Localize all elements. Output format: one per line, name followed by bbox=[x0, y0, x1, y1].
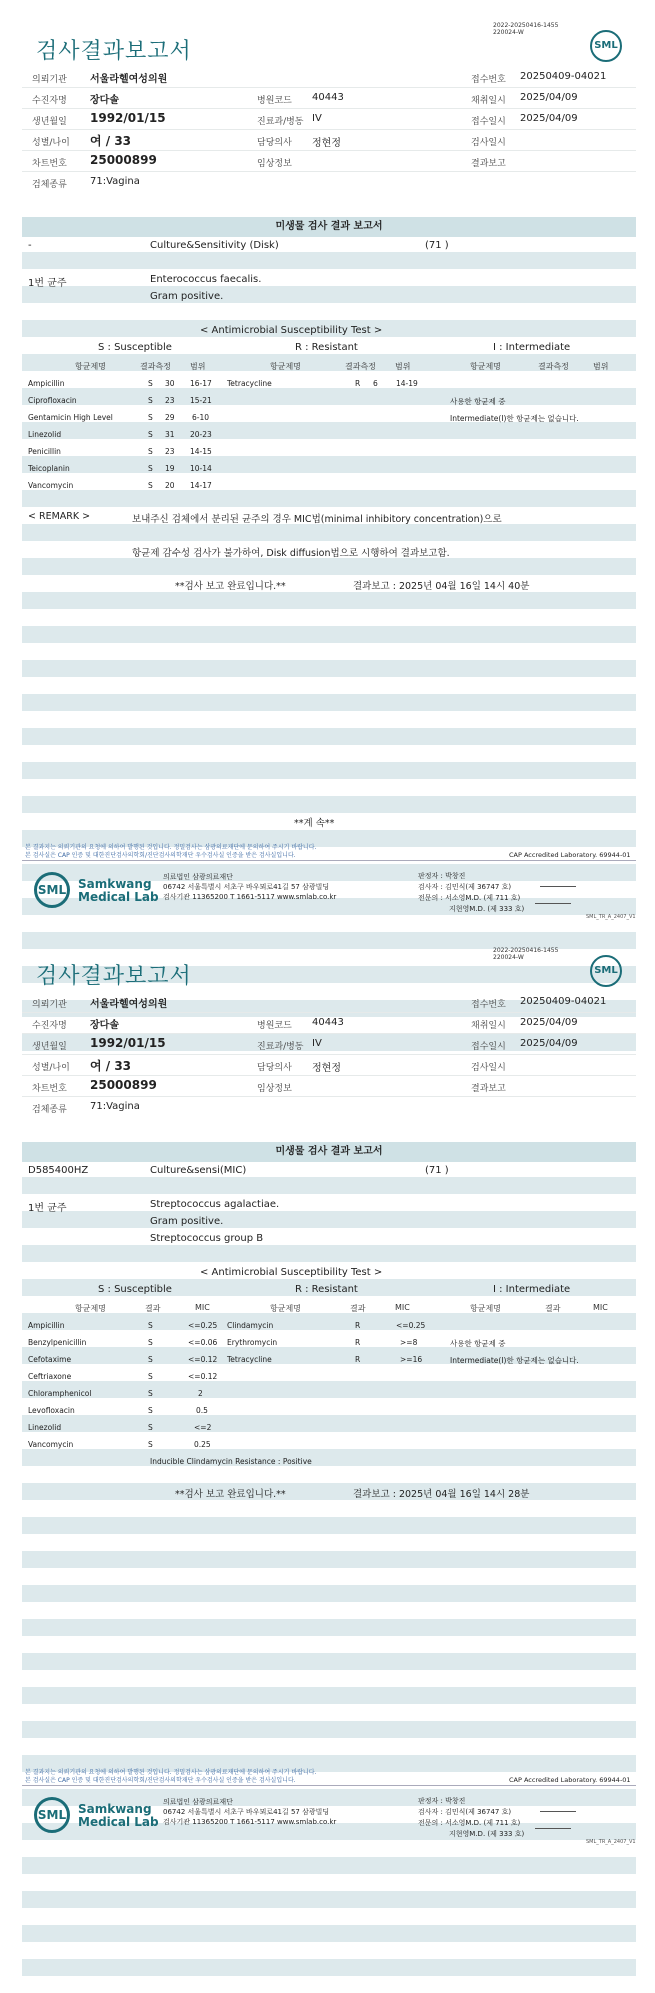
drug-mic: <=0.12 bbox=[188, 1372, 218, 1381]
label-sex-age: 성별/나이 bbox=[32, 138, 70, 148]
label-doctor: 담당의사 bbox=[257, 138, 292, 148]
label-dept: 진료과/병동 bbox=[257, 117, 304, 127]
drug-result: R bbox=[355, 1338, 361, 1347]
col-result: 결과 bbox=[145, 1304, 161, 1313]
ast-note: 사용한 항균제 중 bbox=[450, 397, 506, 406]
drug-name: Gentamicin High Level bbox=[28, 413, 113, 422]
report-page-2 bbox=[0, 925, 655, 1850]
drug-value: 31 bbox=[165, 430, 175, 439]
label-doctor: 담당의사 bbox=[257, 1063, 292, 1073]
label-collect: 채취일시 bbox=[471, 1021, 506, 1031]
drug-mic: 0.25 bbox=[194, 1440, 211, 1449]
header-row-4 bbox=[22, 1055, 636, 1076]
drug-mic: <=0.25 bbox=[188, 1321, 218, 1330]
test-code: (71 ) bbox=[425, 240, 449, 251]
value-name: 장다솔 bbox=[90, 1020, 119, 1031]
legend-intermediate: I : Intermediate bbox=[493, 342, 571, 353]
label-sex-age: 성별/나이 bbox=[32, 1063, 70, 1073]
organism-name: Enterococcus faecalis. bbox=[150, 274, 262, 285]
drug-name: Ampicillin bbox=[28, 379, 65, 388]
value-hosp-code: 40443 bbox=[312, 1017, 344, 1028]
value-collect: 2025/04/09 bbox=[520, 1017, 578, 1028]
value-dept: IV bbox=[312, 1038, 322, 1049]
value-specimen: 71:Vagina bbox=[90, 1101, 140, 1112]
label-test-date: 검사일시 bbox=[471, 138, 506, 148]
drug-result: S bbox=[148, 413, 153, 422]
signatories: 판정자 : 박창진 검사자 : 김민식(제 36747 호) 전문의 : 서소영M.D. (제 711 호) 지현영M.D. (제 333 호) bbox=[418, 1797, 525, 1838]
drug-result: S bbox=[148, 1321, 153, 1330]
value-specimen: 71:Vagina bbox=[90, 176, 140, 187]
col-drug: 항균제명 bbox=[470, 1304, 501, 1313]
cap-accreditation: CAP Accredited Laboratory. 69944-01 bbox=[509, 851, 631, 859]
test-code: (71 ) bbox=[425, 1165, 449, 1176]
col-result: 결과측정 bbox=[345, 362, 376, 371]
label-report: 결과보고 bbox=[471, 1084, 506, 1094]
label-receipt-date: 접수일시 bbox=[471, 117, 506, 127]
label-specimen: 검체종류 bbox=[32, 1105, 67, 1115]
signatories: 판정자 : 박창진 검사자 : 김민식(제 36747 호) 전문의 : 서소영M.D. (제 711 호) 지현영M.D. (제 333 호) bbox=[418, 872, 525, 913]
header-row-3 bbox=[22, 1034, 636, 1055]
drug-range: 10-14 bbox=[190, 464, 212, 473]
form-version: SML_TR_A_2407_V1 bbox=[586, 914, 636, 920]
header-row-3 bbox=[22, 109, 636, 130]
label-chart: 차트번호 bbox=[32, 159, 67, 169]
col-drug: 항균제명 bbox=[75, 362, 106, 371]
ast-title: < Antimicrobial Susceptibility Test > bbox=[200, 325, 383, 336]
drug-name: Erythromycin bbox=[227, 1338, 278, 1347]
drug-name: Ceftriaxone bbox=[28, 1372, 72, 1381]
footer-note: 본 결과지는 의뢰기관의 요청에 의하여 발행된 것입니다. 정밀검사는 삼광의료재단에 문의하여 주시기 바랍니다. bbox=[25, 844, 317, 851]
label-name: 수진자명 bbox=[32, 1021, 67, 1031]
label-hosp-code: 병원코드 bbox=[257, 96, 292, 106]
legend-resistant: R : Resistant bbox=[295, 342, 358, 353]
signature bbox=[540, 1804, 576, 1812]
drug-mic: 2 bbox=[198, 1389, 203, 1398]
document-code: 2022-20250416-1455 220024-W bbox=[493, 947, 559, 961]
drug-range: 15-21 bbox=[190, 396, 212, 405]
col-mic: MIC bbox=[195, 1303, 210, 1312]
drug-result: R bbox=[355, 379, 361, 388]
drug-name: Teicoplanin bbox=[28, 464, 70, 473]
drug-result: S bbox=[148, 1440, 153, 1449]
drug-result: S bbox=[148, 447, 153, 456]
drug-result: S bbox=[148, 1406, 153, 1415]
drug-name: Levofloxacin bbox=[28, 1406, 75, 1415]
col-drug: 항균제명 bbox=[270, 362, 301, 371]
value-birth: 1992/01/15 bbox=[90, 1036, 166, 1050]
lab-address: 의료법인 삼광의료재단 06742 서울특별시 서초구 바우뫼로41길 57 삼광빌딩 검사기관 11365200 T 1661-5117 www.smlab.co.kr bbox=[163, 873, 337, 901]
gram-stain: Gram positive. bbox=[150, 291, 224, 302]
header-row-2 bbox=[22, 88, 636, 109]
cap-accreditation: CAP Accredited Laboratory. 69944-01 bbox=[509, 1776, 631, 1784]
section-title: 미생물 검사 결과 보고서 bbox=[22, 1142, 636, 1162]
drug-value: 30 bbox=[165, 379, 175, 388]
value-sex-age: 여 / 33 bbox=[90, 1059, 132, 1073]
drug-mic: >=8 bbox=[400, 1338, 418, 1347]
legend-resistant: R : Resistant bbox=[295, 1284, 358, 1295]
col-result: 결과 bbox=[350, 1304, 366, 1313]
sml-logo: SML bbox=[590, 955, 622, 987]
value-chart: 25000899 bbox=[90, 1078, 157, 1092]
drug-range: 20-23 bbox=[190, 430, 212, 439]
footer-divider bbox=[22, 860, 636, 861]
background-stripes bbox=[22, 1177, 636, 1993]
drug-result: S bbox=[148, 1372, 153, 1381]
col-drug: 항균제명 bbox=[470, 362, 501, 371]
value-hospital: 서울라헬여성의원 bbox=[90, 999, 168, 1010]
drug-name: Cefotaxime bbox=[28, 1355, 72, 1364]
test-method: Culture&sensi(MIC) bbox=[150, 1165, 247, 1176]
drug-value: 29 bbox=[165, 413, 175, 422]
footer-note: 본 결과지는 의뢰기관의 요청에 의하여 발행된 것입니다. 정밀검사는 삼광의료재단에 문의하여 주시기 바랍니다. bbox=[25, 1769, 317, 1776]
label-birth: 생년월일 bbox=[32, 1042, 67, 1052]
report-complete: **검사 보고 완료입니다.** bbox=[175, 581, 286, 592]
organism-group: Streptococcus group B bbox=[150, 1233, 264, 1244]
organism-name: Streptococcus agalactiae. bbox=[150, 1199, 280, 1210]
drug-mic: <=0.25 bbox=[396, 1321, 426, 1330]
value-hospital: 서울라헬여성의원 bbox=[90, 74, 168, 85]
drug-result: S bbox=[148, 464, 153, 473]
value-sex-age: 여 / 33 bbox=[90, 134, 132, 148]
col-range: 범위 bbox=[593, 362, 609, 371]
signature bbox=[535, 896, 571, 904]
drug-value: 20 bbox=[165, 481, 175, 490]
drug-value: 19 bbox=[165, 464, 175, 473]
col-result: 결과측정 bbox=[140, 362, 171, 371]
brand-name: Samkwang Medical Lab bbox=[78, 1802, 159, 1829]
organism-label: 1번 균주 bbox=[28, 1203, 67, 1214]
signature bbox=[535, 1821, 571, 1829]
drug-result: R bbox=[355, 1321, 361, 1330]
organism-label: 1번 균주 bbox=[28, 278, 67, 289]
sml-logo: SML bbox=[590, 30, 622, 62]
drug-result: S bbox=[148, 379, 153, 388]
report-time: 결과보고 : 2025년 04월 16일 14시 28분 bbox=[353, 1489, 530, 1500]
specimen-id: - bbox=[28, 240, 32, 251]
drug-name: Ampicillin bbox=[28, 1321, 65, 1330]
footer-note: 본 검사실은 CAP 인증 및 대한진단검사의학회/진단검사의학재단 우수검사실 인증을 받은 검사실입니다. bbox=[25, 852, 296, 859]
drug-name: Penicillin bbox=[28, 447, 61, 456]
value-doctor: 정현정 bbox=[312, 1063, 341, 1074]
col-mic: MIC bbox=[593, 1303, 608, 1312]
label-hospital: 의뢰기관 bbox=[32, 1000, 67, 1010]
legend-intermediate: I : Intermediate bbox=[493, 1284, 571, 1295]
col-result: 결과측정 bbox=[538, 362, 569, 371]
inducible-resistance: Inducible Clindamycin Resistance : Positive bbox=[150, 1457, 312, 1466]
drug-mic: <=0.06 bbox=[188, 1338, 218, 1347]
label-specimen: 검체종류 bbox=[32, 180, 67, 190]
legend-susceptible: S : Susceptible bbox=[98, 342, 172, 353]
drug-name: Ciprofloxacin bbox=[28, 396, 77, 405]
continued-mark: **계 속** bbox=[294, 818, 335, 829]
sml-footer-logo: SML bbox=[34, 1797, 70, 1833]
value-birth: 1992/01/15 bbox=[90, 111, 166, 125]
header-row-5 bbox=[22, 151, 636, 172]
drug-mic: <=0.12 bbox=[188, 1355, 218, 1364]
section-title: 미생물 검사 결과 보고서 bbox=[22, 217, 636, 237]
col-drug: 항균제명 bbox=[270, 1304, 301, 1313]
ast-note: 사용한 항균제 중 bbox=[450, 1339, 506, 1348]
drug-value: 23 bbox=[165, 396, 175, 405]
col-mic: MIC bbox=[395, 1303, 410, 1312]
drug-value: 6 bbox=[373, 379, 378, 388]
brand-name: Samkwang Medical Lab bbox=[78, 877, 159, 904]
drug-name: Tetracycline bbox=[227, 1355, 272, 1364]
drug-range: 14-15 bbox=[190, 447, 212, 456]
report-complete: **검사 보고 완료입니다.** bbox=[175, 1489, 286, 1500]
header-row-4 bbox=[22, 130, 636, 151]
label-name: 수진자명 bbox=[32, 96, 67, 106]
label-report: 결과보고 bbox=[471, 159, 506, 169]
value-collect: 2025/04/09 bbox=[520, 92, 578, 103]
drug-mic: <=2 bbox=[194, 1423, 212, 1432]
header-row-6 bbox=[22, 172, 636, 193]
label-collect: 채취일시 bbox=[471, 96, 506, 106]
remark-text: 보내주신 검체에서 분리된 균주의 경우 MIC법(minimal inhibitory concentration)으로 bbox=[132, 514, 502, 525]
legend-susceptible: S : Susceptible bbox=[98, 1284, 172, 1295]
drug-result: R bbox=[355, 1355, 361, 1364]
value-receipt-date: 2025/04/09 bbox=[520, 113, 578, 124]
drug-name: Clindamycin bbox=[227, 1321, 274, 1330]
drug-name: Linezolid bbox=[28, 430, 62, 439]
header-row-5 bbox=[22, 1076, 636, 1097]
drug-result: S bbox=[148, 430, 153, 439]
drug-mic: 0.5 bbox=[196, 1406, 208, 1415]
drug-range: 14-17 bbox=[190, 481, 212, 490]
col-range: 범위 bbox=[395, 362, 411, 371]
lab-address: 의료법인 삼광의료재단 06742 서울특별시 서초구 바우뫼로41길 57 삼광빌딩 검사기관 11365200 T 1661-5117 www.smlab.co.kr bbox=[163, 1798, 337, 1826]
footer-divider bbox=[22, 1785, 636, 1786]
drug-name: Vancomycin bbox=[28, 1440, 74, 1449]
drug-result: S bbox=[148, 1338, 153, 1347]
drug-range: 16-17 bbox=[190, 379, 212, 388]
label-receipt-date: 접수일시 bbox=[471, 1042, 506, 1052]
value-receipt-date: 2025/04/09 bbox=[520, 1038, 578, 1049]
page-title: 검사결과보고서 bbox=[36, 964, 192, 989]
label-receipt-no: 접수번호 bbox=[471, 75, 506, 85]
label-clinical: 임상정보 bbox=[257, 159, 292, 169]
label-birth: 생년월일 bbox=[32, 117, 67, 127]
drug-range: 14-19 bbox=[396, 379, 418, 388]
header-row-2 bbox=[22, 1013, 636, 1034]
value-chart: 25000899 bbox=[90, 153, 157, 167]
drug-name: Benzylpenicillin bbox=[28, 1338, 87, 1347]
value-receipt-no: 20250409-04021 bbox=[520, 71, 607, 82]
remark-text: 항균제 감수성 검사가 불가하여, Disk diffusion법으로 시행하여 결과보고함. bbox=[132, 548, 450, 559]
report-time: 결과보고 : 2025년 04월 16일 14시 40분 bbox=[353, 581, 530, 592]
value-doctor: 정현정 bbox=[312, 138, 341, 149]
label-clinical: 임상정보 bbox=[257, 1084, 292, 1094]
drug-result: S bbox=[148, 1423, 153, 1432]
drug-name: Linezolid bbox=[28, 1423, 62, 1432]
ast-note: Intermediate(I)한 항균제는 없습니다. bbox=[450, 1356, 579, 1365]
drug-name: Chloramphenicol bbox=[28, 1389, 92, 1398]
drug-result: S bbox=[148, 1389, 153, 1398]
ast-title: < Antimicrobial Susceptibility Test > bbox=[200, 1267, 383, 1278]
drug-mic: >=16 bbox=[400, 1355, 423, 1364]
label-hosp-code: 병원코드 bbox=[257, 1021, 292, 1031]
drug-result: S bbox=[148, 481, 153, 490]
value-hosp-code: 40443 bbox=[312, 92, 344, 103]
value-dept: IV bbox=[312, 113, 322, 124]
remark-label: < REMARK > bbox=[28, 511, 91, 522]
ast-note: Intermediate(I)한 항균제는 없습니다. bbox=[450, 414, 579, 423]
report-page-1 bbox=[0, 0, 655, 925]
signature bbox=[540, 879, 576, 887]
form-version: SML_TR_A_2407_V1 bbox=[586, 1839, 636, 1845]
label-dept: 진료과/병동 bbox=[257, 1042, 304, 1052]
label-receipt-no: 접수번호 bbox=[471, 1000, 506, 1010]
col-range: 범위 bbox=[190, 362, 206, 371]
drug-name: Vancomycin bbox=[28, 481, 74, 490]
page-title: 검사결과보고서 bbox=[36, 39, 192, 64]
document-code: 2022-20250416-1455 220024-W bbox=[493, 22, 559, 36]
sml-footer-logo: SML bbox=[34, 872, 70, 908]
value-name: 장다솔 bbox=[90, 95, 119, 106]
col-drug: 항균제명 bbox=[75, 1304, 106, 1313]
test-method: Culture&Sensitivity (Disk) bbox=[150, 240, 279, 251]
label-hospital: 의뢰기관 bbox=[32, 75, 67, 85]
header-row-1 bbox=[22, 67, 636, 88]
footer-note: 본 검사실은 CAP 인증 및 대한진단검사의학회/진단검사의학재단 우수검사실 인증을 받은 검사실입니다. bbox=[25, 1777, 296, 1784]
header-row-6 bbox=[22, 1097, 636, 1118]
header-row-1 bbox=[22, 992, 636, 1013]
gram-stain: Gram positive. bbox=[150, 1216, 224, 1227]
drug-name: Tetracycline bbox=[227, 379, 272, 388]
label-test-date: 검사일시 bbox=[471, 1063, 506, 1073]
label-chart: 차트번호 bbox=[32, 1084, 67, 1094]
drug-value: 23 bbox=[165, 447, 175, 456]
value-receipt-no: 20250409-04021 bbox=[520, 996, 607, 1007]
drug-result: S bbox=[148, 1355, 153, 1364]
drug-range: 6-10 bbox=[192, 413, 210, 422]
specimen-id: D585400HZ bbox=[28, 1165, 89, 1176]
drug-result: S bbox=[148, 396, 153, 405]
col-result: 결과 bbox=[545, 1304, 561, 1313]
